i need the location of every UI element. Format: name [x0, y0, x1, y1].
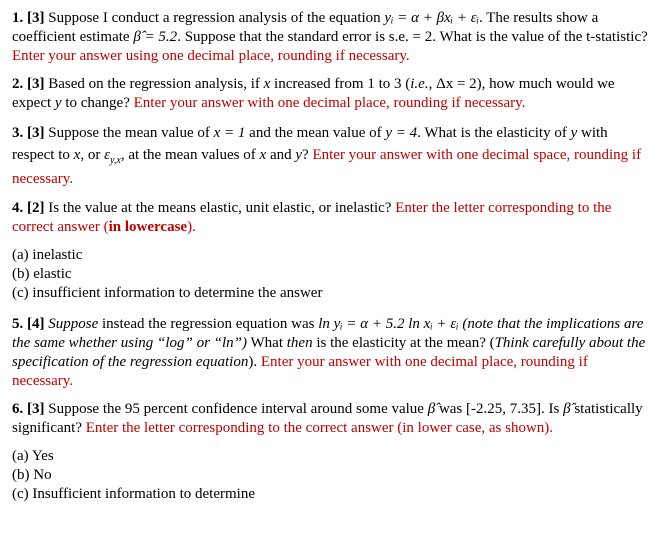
- question-5-text: [12, 315, 651, 391]
- q2-instruction: Enter your answer with one decimal place, rounding if necessary.: [133, 95, 526, 111]
- question-2-number: 2. [3]: [12, 76, 45, 92]
- q6-option-a: (a) Yes: [12, 448, 54, 464]
- q3-text-a: Suppose the mean value of: [44, 125, 214, 141]
- q6-beta2: β̂: [563, 401, 571, 417]
- q6-text-b: was [-2.25, 7.35]. Is: [435, 401, 564, 417]
- q6-text-a: Suppose the 95 percent confidence interval around some value: [44, 401, 428, 417]
- q4-instruction-bold: in lowercase: [108, 219, 188, 235]
- q3-y2: y: [295, 147, 303, 163]
- q3-epsilon-subscript: y,x: [109, 155, 121, 166]
- question-5-number: 5. [4]: [12, 316, 45, 332]
- q3-text-g: and: [266, 147, 296, 163]
- q3-eq1: x = 1: [213, 125, 246, 141]
- q2-ie: i.e.: [410, 76, 429, 92]
- q2-text-c: , Δx = 2), how much would we expect: [12, 76, 615, 111]
- question-6: [12, 400, 651, 504]
- q6-option-b: (b) No: [12, 467, 52, 483]
- q6-beta: β̂: [427, 401, 436, 417]
- question-3-text: [12, 122, 651, 190]
- q1-instruction: Enter your answer using one decimal place, rounding if necessary.: [12, 48, 410, 64]
- q3-text-e: , or: [80, 147, 105, 163]
- question-3-number: 3. [3]: [12, 125, 45, 141]
- question-1-number: 1. [3]: [12, 10, 45, 26]
- q1-text-b: . The results show a coefficient estimate: [12, 10, 599, 45]
- q4-option-a: (a) inelastic: [12, 247, 83, 263]
- question-4-text: [12, 199, 651, 237]
- q5-text-a: instead the regression equation was: [98, 316, 319, 332]
- q3-text-f: , at the mean values of: [120, 147, 260, 163]
- q5-text-d: ).: [248, 354, 261, 370]
- q3-epsilon: ε: [104, 147, 110, 163]
- q6-text-c: statistically significant?: [12, 401, 643, 436]
- q3-text-h: ?: [302, 147, 313, 163]
- question-6-text: [12, 400, 651, 438]
- q5-equation: ln yᵢ = α + 5.2 ln xᵢ + εᵢ: [318, 316, 459, 332]
- q2-x: x: [263, 76, 271, 92]
- question-3: [12, 122, 651, 190]
- q5-text-b: What: [247, 335, 287, 351]
- question-6-number: 6. [3]: [12, 401, 45, 417]
- q3-text-d: with respect to: [12, 125, 608, 163]
- q4-instruction: Enter the letter corresponding to the correct answer (: [12, 200, 612, 235]
- q5-instruction: Enter your answer with one decimal place, rounding if necessary.: [12, 354, 588, 389]
- q4-instruction-end: ).: [187, 219, 196, 235]
- q3-eq2: y = 4: [385, 125, 418, 141]
- q1-equation: yᵢ = α + βxᵢ + εᵢ: [384, 10, 479, 26]
- q5-then: then: [286, 335, 313, 351]
- question-4-options: [12, 246, 651, 303]
- q1-text-c: . Suppose that the standard error is s.e. = 2. What is the value of the t-statistic?: [177, 29, 648, 45]
- q5-text-c: is the elasticity at the mean? (: [312, 335, 495, 351]
- question-4-number: 4. [2]: [12, 200, 45, 216]
- question-2-text: [12, 75, 651, 113]
- q1-text-a: Suppose I conduct a regression analysis of the equation: [44, 10, 385, 26]
- q3-x2: x: [259, 147, 267, 163]
- q2-text-b: increased from 1 to 3 (: [270, 76, 411, 92]
- q4-option-b: (b) elastic: [12, 266, 72, 282]
- q1-beta-estimate: β̂ = 5.2: [133, 29, 178, 45]
- q3-text-c: . What is the elasticity of: [417, 125, 571, 141]
- question-6-options: [12, 447, 651, 504]
- q4-text-a: Is the value at the means elastic, unit elastic, or inelastic?: [44, 200, 396, 216]
- q3-y: y: [570, 125, 578, 141]
- question-2: [12, 75, 651, 113]
- q5-think: Think carefully about the specification of the regression equation: [12, 335, 646, 370]
- q2-text-d: to change?: [61, 95, 134, 111]
- q2-text-a: Based on the regression analysis, if: [44, 76, 264, 92]
- q3-x: x: [73, 147, 81, 163]
- q4-option-c: (c) insufficient information to determine the answer: [12, 285, 323, 301]
- q3-instruction: Enter your answer with one decimal space, rounding if necessary.: [12, 147, 642, 187]
- q3-text-b: and the mean value of: [245, 125, 386, 141]
- q5-suppose: Suppose: [48, 316, 99, 332]
- q6-instruction: Enter the letter corresponding to the correct answer (in lower case, as shown).: [85, 420, 554, 436]
- q6-option-c: (c) Insufficient information to determine: [12, 486, 255, 502]
- q5-note: (note that the implications are the same whether using “log” or “ln”): [12, 316, 644, 351]
- question-5: [12, 315, 651, 391]
- question-4: [12, 199, 651, 303]
- question-1: [12, 9, 651, 66]
- question-1-text: [12, 9, 651, 66]
- q2-y: y: [54, 95, 62, 111]
